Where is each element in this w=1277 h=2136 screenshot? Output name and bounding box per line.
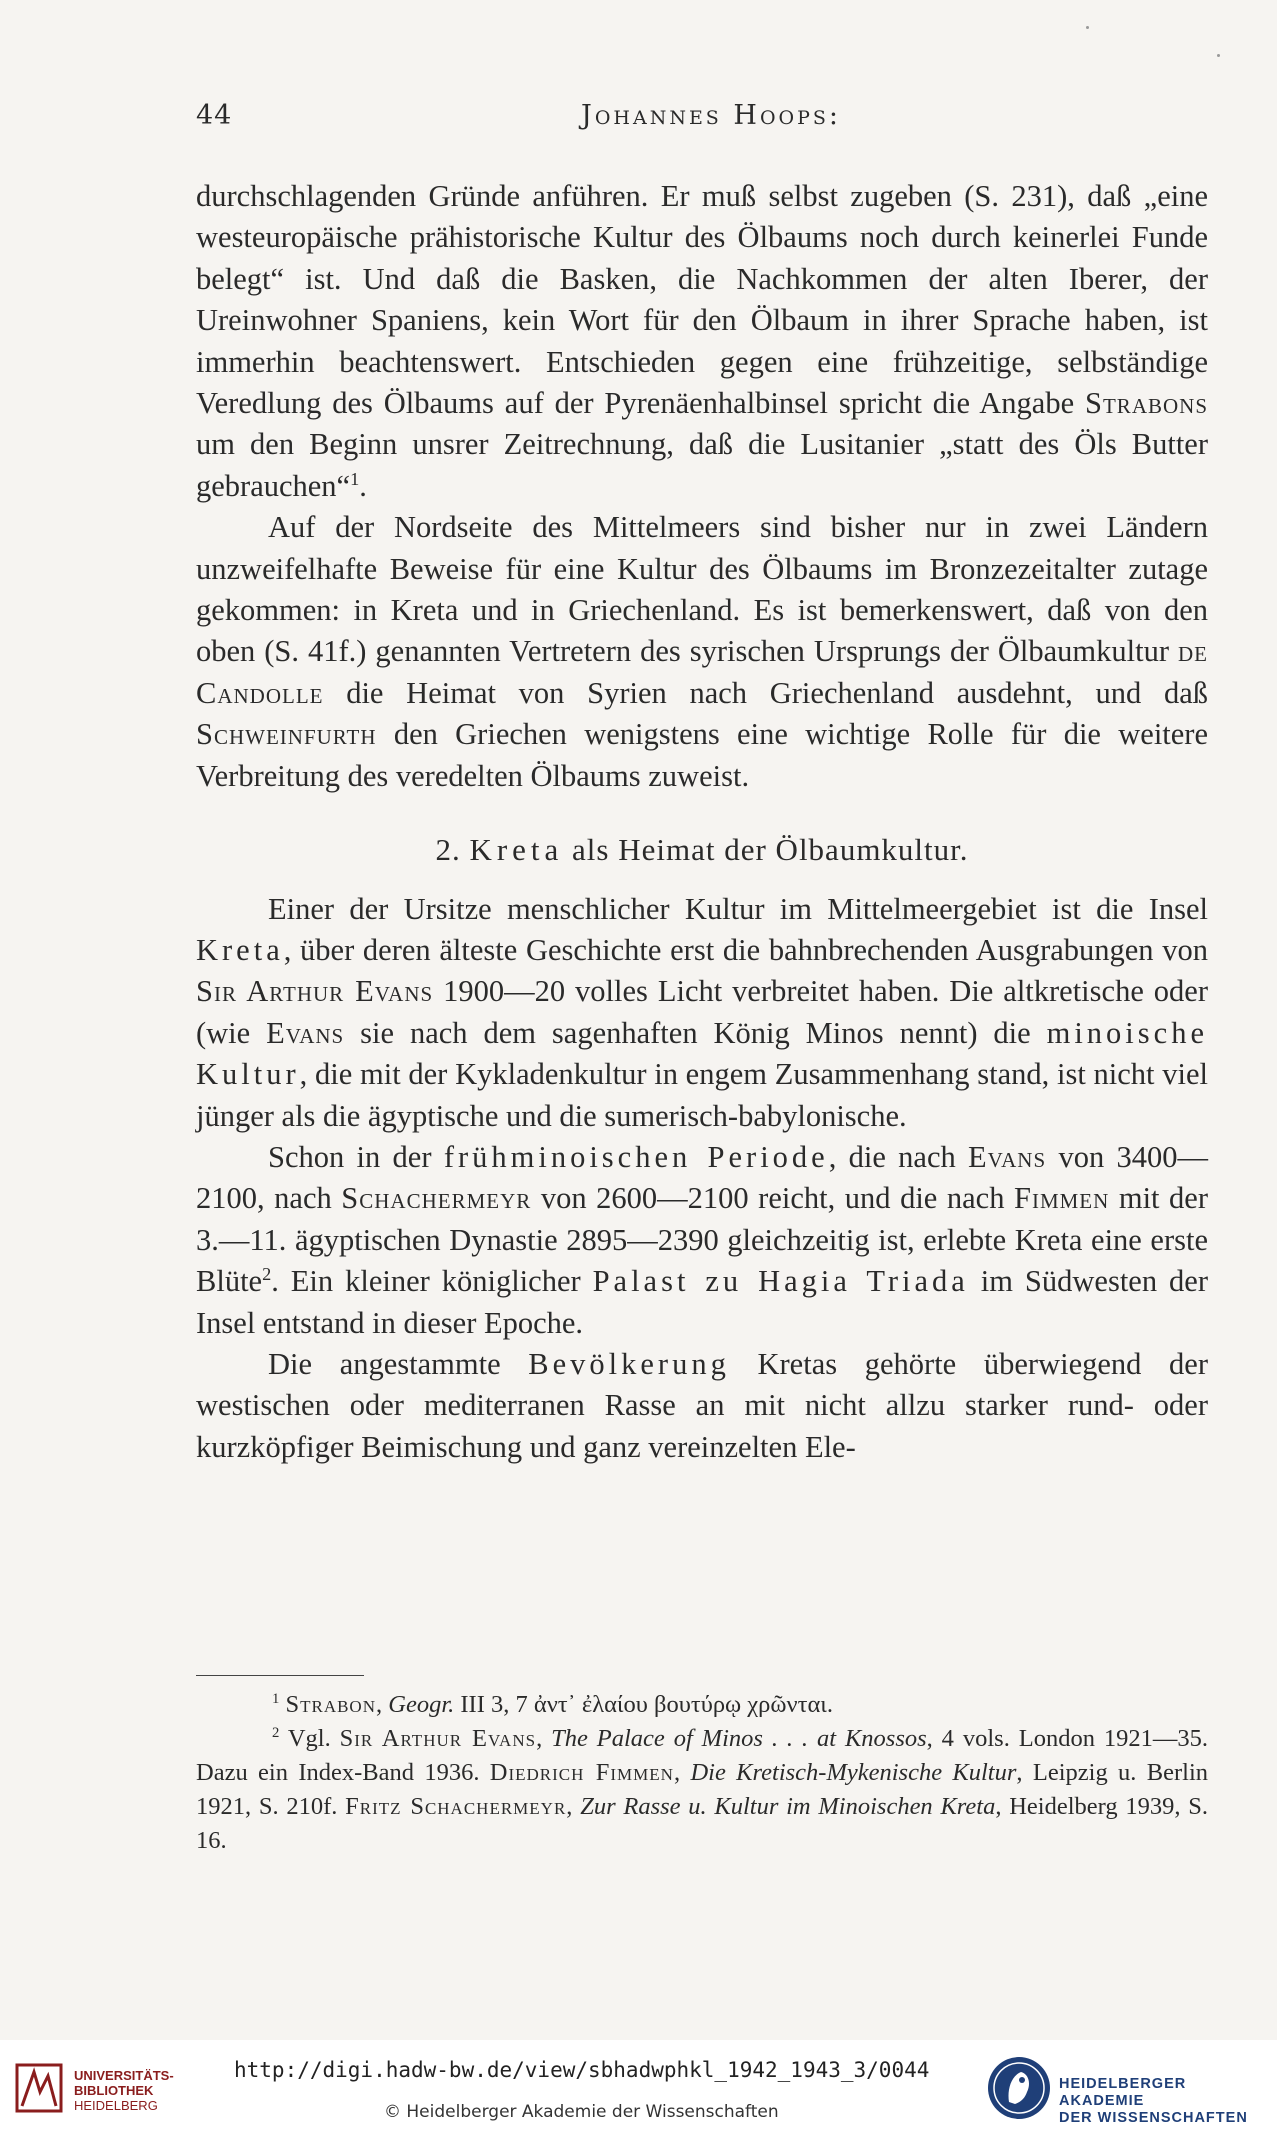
hadw-logo-line: DER WISSENSCHAFTEN — [1059, 2110, 1248, 2126]
text-run: , — [536, 1725, 552, 1752]
text-run: Kretas gehörte überwiegend der westischen oder mediterranen Rasse an mit nicht allzu starker rund- oder kurzköpfiger Beimischung und ganz vereinzelten Ele- — [196, 1346, 1208, 1464]
text-run: Sir Arthur Evans — [339, 1725, 537, 1752]
text-run: , — [566, 1793, 581, 1820]
text-run: Vgl. — [279, 1725, 340, 1752]
text-run: sie nach dem sagenhaften König Minos nennt) die — [344, 1015, 1047, 1050]
text-run: Fritz Schachermeyr — [345, 1793, 567, 1820]
text-run: Die angestammte — [268, 1346, 529, 1381]
text-run: 1900—20 volles Licht verbreitet haben. Die altkretische oder (wie — [196, 974, 1208, 1050]
scan-speck — [1086, 26, 1089, 29]
running-title: Johannes Hoops: — [581, 100, 842, 131]
text-run: minoische Kultur — [196, 1015, 1208, 1092]
paragraph — [196, 889, 1208, 1137]
text-run: den Griechen wenigstens eine wichtige Rolle für die weitere Verbreitung des veredelten Ölbaums zuweist. — [196, 717, 1208, 793]
footnotes — [196, 1688, 1208, 1858]
text-run: Einer der Ursitze menschlicher Kultur im Mittelmeergebiet ist die Insel — [268, 891, 1208, 926]
text-run: Bevölkerung — [528, 1346, 730, 1381]
paragraph — [196, 1344, 1208, 1468]
text-run: Die Kretisch-Mykenische Kultur — [690, 1759, 1017, 1786]
ub-logo-line: BIBLIOTHEK — [74, 2083, 154, 2098]
ub-heidelberg-logo[interactable] — [14, 2058, 184, 2118]
copyright-notice: © Heidelberger Akademie der Wissenschaften — [384, 2102, 779, 2122]
text-run: Strabon — [285, 1691, 376, 1718]
footnote — [196, 1688, 1208, 1722]
text-run: de Candolle — [196, 634, 1208, 710]
paragraph — [196, 1137, 1208, 1344]
text-run: , Heidelberg 1939, S. 16. — [196, 1793, 1208, 1854]
text-run: , die mit der Kykladenkultur in engem Zusammenhang stand, ist nicht viel jünger als die ägyptische und die sumerisch-babylonische. — [196, 1057, 1208, 1133]
text-run: Evans — [266, 1015, 345, 1050]
text-run: , — [376, 1691, 389, 1718]
text-run: mit der 3.—11. ägyptischen Dynastie 2895—2390 gleichzeitig ist, erlebte Kreta eine erste Blüte — [196, 1181, 1209, 1299]
text-run: Evans — [968, 1139, 1047, 1174]
hadw-logo[interactable] — [985, 2054, 1275, 2124]
text-run: Zur Rasse u. Kultur im Minoischen Kreta — [580, 1793, 996, 1820]
permalink-url[interactable]: http://digi.hadw-bw.de/view/sbhadwphkl_1942_1943_3/0044 — [234, 2058, 930, 2082]
text-run: von 2600—2100 reicht, und die nach — [531, 1181, 1014, 1216]
footnote-marker: 2 — [272, 1724, 280, 1741]
text-run: Strabons — [1085, 386, 1208, 421]
footnote-rule — [196, 1675, 364, 1676]
page-number: 44 — [196, 100, 233, 131]
text-run: Palast zu Hagia Triada — [592, 1264, 969, 1299]
footnote-marker: 1 — [272, 1690, 280, 1707]
text-run: , die nach — [828, 1139, 969, 1174]
paragraph — [196, 507, 1208, 797]
text-run: von 3400—2100, nach — [196, 1139, 1208, 1216]
text-run: Schweinfurth — [196, 717, 377, 752]
footnote-marker: 2 — [262, 1264, 272, 1284]
text-run: Auf der Nordseite des Mittelmeers sind bisher nur in zwei Ländern unzweifelhafte Beweise für eine Kultur des Ölbaums im Bronzezeitalter zutage gekommen: in Kreta und in Griechenland. Es ist bemerkenswert, daß von den oben (S. 41f.) genannten Vertretern des syrischen Ursprungs der Ölbaumkultur — [196, 510, 1208, 669]
text-run: . Ein kleiner königlicher — [271, 1264, 593, 1299]
scan-speck — [1217, 54, 1220, 57]
text-run: , 4 vols. London 1921—35. Dazu ein Index-Band 1936. — [196, 1725, 1208, 1786]
text-run: Sir Arthur Evans — [196, 974, 434, 1009]
academy-seal-icon — [985, 2054, 1053, 2122]
ub-emblem-icon — [14, 2062, 64, 2114]
footnote-marker: 1 — [350, 468, 360, 489]
text-run: frühminoischen Periode — [443, 1139, 829, 1174]
section-heading: 2. Kreta als Heimat der Ölbaumkultur. — [435, 832, 969, 868]
ub-logo-line: UNIVERSITÄTS- — [74, 2068, 174, 2083]
text-run: die Heimat von Syrien nach Griechenland ausdehnt, und daß — [323, 675, 1208, 710]
viewer-footer — [0, 2040, 1277, 2136]
text-run: The Palace of Minos . . . at Knossos — [551, 1725, 927, 1752]
text-run: III 3, 7 ἀντ᾽ ἐλαίου βουτύρῳ χρῶνται. — [454, 1691, 834, 1718]
hadw-logo-line: HEIDELBERGER AKADEMIE — [1059, 2076, 1187, 2109]
text-run: Geogr. — [388, 1691, 455, 1718]
text-run: um den Beginn unsrer Zeitrechnung, daß die Lusitanier „statt des Öls Butter gebrauchen“ — [196, 427, 1208, 503]
footnote — [196, 1722, 1208, 1858]
text-run: , über deren älteste Geschichte erst die bahnbrechenden Ausgrabungen von — [283, 932, 1208, 967]
text-run: Fimmen — [1014, 1181, 1110, 1216]
paragraph — [196, 176, 1208, 507]
text-run: . — [359, 468, 367, 503]
text-run: Diedrich Fimmen — [489, 1759, 674, 1786]
text-run: im Südwesten der Insel entstand in dieser Epoche. — [196, 1264, 1208, 1340]
text-run: Kreta — [196, 932, 284, 967]
text-run: , — [673, 1759, 691, 1786]
text-run: Schon in der — [268, 1139, 444, 1174]
ub-logo-line: HEIDELBERG — [74, 2098, 158, 2113]
main-text — [196, 176, 1208, 1468]
text-run: Schachermeyr — [341, 1181, 532, 1216]
text-run: durchschlagenden Gründe anführen. Er muß selbst zugeben (S. 231), daß „eine westeuropäische prähistorische Kultur des Ölbaums noch durch keinerlei Funde belegt“ ist. Und daß die Basken, die Nachkommen der alten Iberer, der Ureinwohner Spaniens, kein Wort für den Ölbaum in ihrer Sprache haben, ist immerhin beachtenswert. Entschieden gegen eine frühzeitige, selbständige Veredlung des Ölbaums auf der Pyrenäenhalbinsel spricht die Angabe — [196, 179, 1208, 421]
text-run: , Leipzig u. Berlin 1921, S. 210f. — [196, 1759, 1209, 1820]
